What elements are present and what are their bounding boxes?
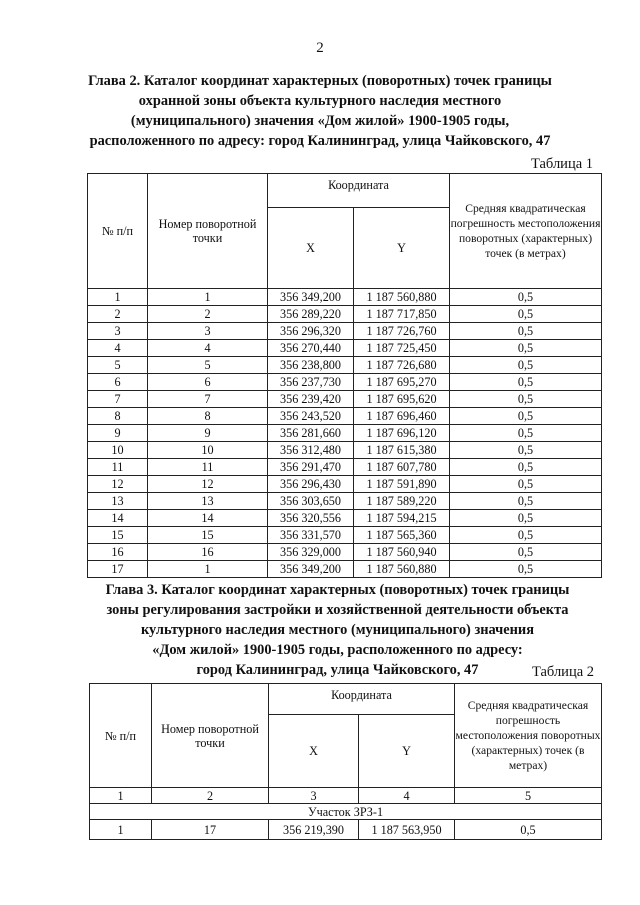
cell-num: 4 — [88, 340, 148, 357]
cell-x: 356 270,440 — [268, 340, 354, 357]
table-row — [88, 374, 602, 391]
cell-y: 1 187 589,220 — [354, 493, 450, 510]
header-num: № п/п — [90, 684, 152, 788]
table-row — [88, 476, 602, 493]
column-number: 4 — [359, 788, 455, 804]
header-y: Y — [354, 208, 450, 289]
cell-y: 1 187 717,850 — [354, 306, 450, 323]
table-row — [88, 442, 602, 459]
cell-point-number: 9 — [148, 425, 268, 442]
cell-y: 1 187 560,880 — [354, 289, 450, 306]
cell-x: 356 291,470 — [268, 459, 354, 476]
header-coordinate: Координата — [269, 684, 455, 715]
table-row — [88, 323, 602, 340]
cell-accuracy: 0,5 — [450, 544, 602, 561]
cell-accuracy: 0,5 — [450, 306, 602, 323]
cell-num: 10 — [88, 442, 148, 459]
cell-point-number: 1 — [148, 561, 268, 578]
cell-accuracy: 0,5 — [450, 374, 602, 391]
cell-y: 1 187 560,940 — [354, 544, 450, 561]
header-y: Y — [359, 715, 455, 788]
table-row — [88, 340, 602, 357]
table-row — [88, 306, 602, 323]
cell-x: 356 349,200 — [268, 561, 354, 578]
chapter2-heading — [60, 71, 580, 151]
cell-point-number: 6 — [148, 374, 268, 391]
cell-accuracy: 0,5 — [450, 425, 602, 442]
cell-point-number: 2 — [148, 306, 268, 323]
cell-num: 16 — [88, 544, 148, 561]
cell-x: 356 312,480 — [268, 442, 354, 459]
chapter3-heading-line: город Калининград, улица Чайковского, 47 — [196, 662, 479, 678]
table-row — [90, 820, 602, 840]
cell-accuracy: 0,5 — [450, 323, 602, 340]
chapter2-heading-line: охранной зоны объекта культурного наследия местного — [138, 93, 502, 109]
chapter2-heading-line: расположенного по адресу: город Калининград, улица Чайковского, 47 — [89, 133, 551, 149]
cell-accuracy: 0,5 — [450, 510, 602, 527]
header-coordinate: Координата — [268, 174, 450, 208]
cell-accuracy: 0,5 — [450, 442, 602, 459]
coordinates-table-1 — [87, 173, 602, 578]
cell-x: 356 303,650 — [268, 493, 354, 510]
chapter3-heading — [75, 580, 600, 680]
cell-y: 1 187 594,215 — [354, 510, 450, 527]
cell-num: 6 — [88, 374, 148, 391]
column-number: 3 — [269, 788, 359, 804]
cell-y: 1 187 591,890 — [354, 476, 450, 493]
chapter3-heading-line: культурного наследия местного (муниципального) значения — [140, 622, 535, 638]
cell-num: 9 — [88, 425, 148, 442]
chapter2-heading-line: Глава 2. Каталог координат характерных (поворотных) точек границы — [88, 73, 552, 89]
cell-x: 356 331,570 — [268, 527, 354, 544]
cell-y: 1 187 615,380 — [354, 442, 450, 459]
table-row — [88, 459, 602, 476]
cell-num: 12 — [88, 476, 148, 493]
cell-x: 356 289,220 — [268, 306, 354, 323]
table1-caption: Таблица 1 — [531, 156, 594, 172]
cell-accuracy: 0,5 — [450, 476, 602, 493]
cell-num: 3 — [88, 323, 148, 340]
cell-num: 5 — [88, 357, 148, 374]
cell-y: 1 187 726,760 — [354, 323, 450, 340]
header-num: № п/п — [88, 174, 148, 289]
column-number-row — [90, 788, 602, 804]
cell-point-number: 7 — [148, 391, 268, 408]
cell-accuracy: 0,5 — [450, 459, 602, 476]
cell-x: 356 320,556 — [268, 510, 354, 527]
chapter3-heading-line: Глава 3. Каталог координат характерных (поворотных) точек границы — [105, 582, 570, 598]
cell-x: 356 329,000 — [268, 544, 354, 561]
cell-num: 13 — [88, 493, 148, 510]
cell-y: 1 187 695,620 — [354, 391, 450, 408]
cell-point-number: 1 — [148, 289, 268, 306]
table-row — [88, 493, 602, 510]
cell-point-number: 3 — [148, 323, 268, 340]
cell-num: 15 — [88, 527, 148, 544]
header-accuracy: Средняя квадратическая погрешность местоположения поворотных (характерных) точек (в метрах) — [450, 174, 602, 289]
cell-accuracy: 0,5 — [450, 493, 602, 510]
cell-point-number: 11 — [148, 459, 268, 476]
section-label: Участок ЗРЗ-1 — [90, 804, 602, 820]
cell-point-number: 16 — [148, 544, 268, 561]
cell-point-number: 13 — [148, 493, 268, 510]
header-accuracy: Средняя квадратическая погрешность местоположения поворотных (характерных) точек (в метрах) — [455, 684, 602, 788]
cell-point-number: 8 — [148, 408, 268, 425]
table-row — [88, 357, 602, 374]
cell-point-number: 14 — [148, 510, 268, 527]
chapter2-heading-line: (муниципального) значения «Дом жилой» 1900-1905 годы, — [130, 113, 510, 129]
cell-y: 1 187 565,360 — [354, 527, 450, 544]
cell-num: 8 — [88, 408, 148, 425]
cell-y: 1 187 696,460 — [354, 408, 450, 425]
column-number: 1 — [90, 788, 152, 804]
cell-num: 2 — [88, 306, 148, 323]
header-x: X — [269, 715, 359, 788]
cell-num: 11 — [88, 459, 148, 476]
coordinates-table-2 — [89, 683, 602, 840]
cell-point-number: 5 — [148, 357, 268, 374]
table-row — [88, 425, 602, 442]
cell-point-number: 10 — [148, 442, 268, 459]
cell-x: 356 281,660 — [268, 425, 354, 442]
cell-num: 1 — [88, 289, 148, 306]
cell-x: 356 219,390 — [269, 820, 359, 840]
cell-y: 1 187 725,450 — [354, 340, 450, 357]
cell-x: 356 296,320 — [268, 323, 354, 340]
cell-point-number: 17 — [152, 820, 269, 840]
cell-accuracy: 0,5 — [450, 289, 602, 306]
cell-x: 356 349,200 — [268, 289, 354, 306]
cell-x: 356 238,800 — [268, 357, 354, 374]
cell-y: 1 187 726,680 — [354, 357, 450, 374]
cell-point-number: 4 — [148, 340, 268, 357]
cell-y: 1 187 563,950 — [359, 820, 455, 840]
chapter3-heading-line: зоны регулирования застройки и хозяйственной деятельности объекта — [106, 602, 569, 618]
cell-x: 356 237,730 — [268, 374, 354, 391]
header-point-number: Номер поворотной точки — [152, 684, 269, 788]
cell-x: 356 296,430 — [268, 476, 354, 493]
table-row — [88, 527, 602, 544]
cell-x: 356 239,420 — [268, 391, 354, 408]
cell-x: 356 243,520 — [268, 408, 354, 425]
cell-num: 14 — [88, 510, 148, 527]
header-point-number: Номер поворотной точки — [148, 174, 268, 289]
cell-num: 7 — [88, 391, 148, 408]
table-row — [88, 391, 602, 408]
page-number: 2 — [316, 40, 324, 56]
cell-point-number: 12 — [148, 476, 268, 493]
cell-point-number: 15 — [148, 527, 268, 544]
cell-num: 17 — [88, 561, 148, 578]
table-row — [88, 408, 602, 425]
table-row — [88, 289, 602, 306]
section-row — [90, 804, 602, 820]
cell-accuracy: 0,5 — [455, 820, 602, 840]
column-number: 5 — [455, 788, 602, 804]
cell-y: 1 187 560,880 — [354, 561, 450, 578]
table-row — [88, 510, 602, 527]
chapter3-heading-line: «Дом жилой» 1900-1905 годы, расположенного по адресу: — [152, 642, 523, 658]
cell-y: 1 187 695,270 — [354, 374, 450, 391]
table-row — [88, 544, 602, 561]
cell-y: 1 187 607,780 — [354, 459, 450, 476]
cell-accuracy: 0,5 — [450, 340, 602, 357]
cell-y: 1 187 696,120 — [354, 425, 450, 442]
cell-accuracy: 0,5 — [450, 391, 602, 408]
cell-num: 1 — [90, 820, 152, 840]
cell-accuracy: 0,5 — [450, 408, 602, 425]
cell-accuracy: 0,5 — [450, 527, 602, 544]
table-row — [88, 561, 602, 578]
cell-accuracy: 0,5 — [450, 357, 602, 374]
header-x: X — [268, 208, 354, 289]
column-number: 2 — [152, 788, 269, 804]
table2-caption: Таблица 2 — [532, 664, 595, 680]
cell-accuracy: 0,5 — [450, 561, 602, 578]
